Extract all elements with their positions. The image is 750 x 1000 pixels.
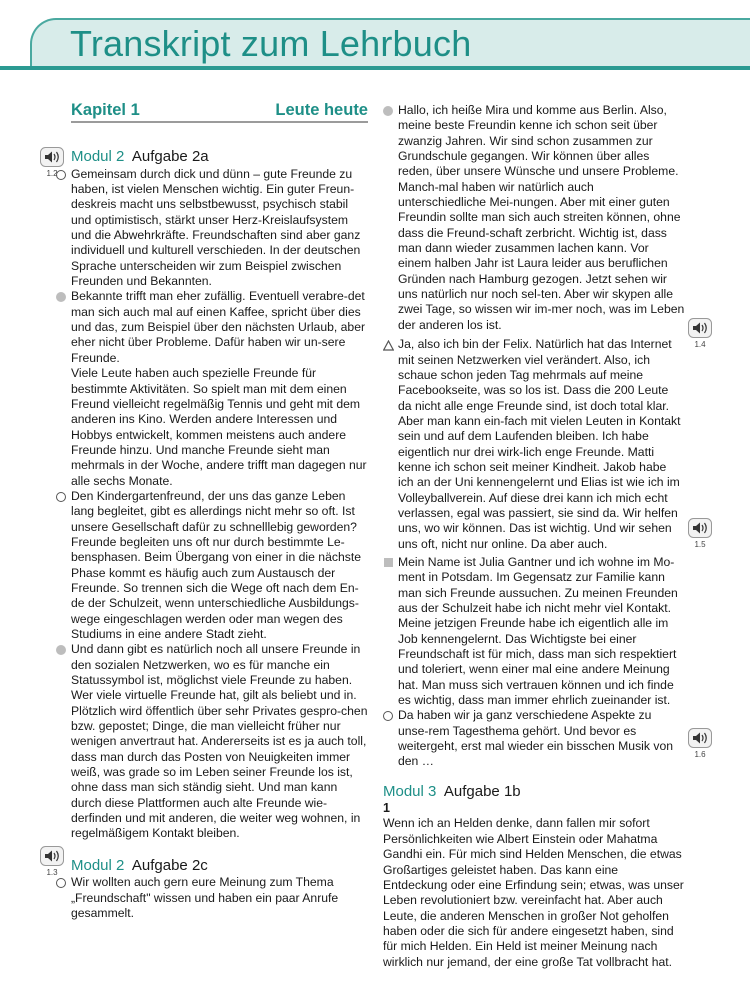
entry-text: Hallo, ich heiße Mira und komme aus Berlin. Also, meine beste Freundin kenne ich schon seit über zwanzig Jahren. Wir sind schon zusammen zur Grundschule gegangen. Wir können über alles reden, über unsere Wünsche und unsere Probleme. Manch-mal haben wir natürlich auch unterschiedliche Mei-nungen. Aber mit einer guten Freundin sollte man sich auch streiten können, ohne dass die Freund-schaft zerbricht. Wichtig ist, dass man dann wieder zusammen lachen kann. Vor einem halben Jahr ist Laura leider aus beruflichen Gründen nach Hamburg gezogen. Jetzt sehen wir uns natürlich nur noch sel-ten. Aber wir skypen alle zwei Tage, so wissen wir im-mer noch, was im Leben der anderen los ist. [398, 103, 685, 332]
speaker-square-icon [384, 558, 393, 567]
chapter-header [71, 103, 368, 123]
modul-label: Modul 2 [71, 856, 125, 874]
section-heading [71, 149, 368, 164]
audio-track-1-5-icon[interactable] [688, 518, 712, 538]
chapter-label: Kapitel 1 [71, 101, 140, 119]
entry-text: Da haben wir ja ganz verschiedene Aspekte zu unse-rem Tagesthema gehört. Und bevor es weitergeht, erst mal wieder ein bisschen Musik von den … [398, 708, 674, 769]
transcript-entry [383, 337, 685, 552]
section-heading [71, 858, 368, 873]
left-column [56, 103, 368, 921]
entry-text: Wir wollten auch gern eure Meinung zum Thema „Freundschaft" wissen und haben ein paar Anrufe gesammelt. [71, 875, 339, 920]
audio-track-number: 1.2 [46, 169, 58, 178]
aufgabe-label: Aufgabe 2a [131, 148, 209, 166]
right-column [383, 103, 685, 970]
transcript-entry [56, 167, 368, 290]
chapter-title: Leute heute [275, 101, 368, 119]
audio-track-number: 1.3 [46, 868, 58, 877]
audio-track-1-4-icon[interactable] [688, 318, 712, 338]
entry-text: Den Kindergartenfreund, der uns das ganze Leben lang begleitet, gibt es allerdings nicht mehr so oft. Ist unsere Gesellschaft dafür zu schnelllebig geworden? Freunde begleiten uns oft nur durch bestimmte Le-bensphasen. Beim Übergang von einer in die nächste Phase kommt es häufig auch zum Austausch der Freunde. So trennen sich die Wege oft nach dem En-de der Schulzeit, wenn unterschiedliche Ausbildungs-wege eingeschlagen werden oder man wegen des Studiums in eine andere Stadt zieht. [71, 488, 361, 641]
entry-text: Bekannte trifft man eher zufällig. Eventuell verabre-det man sich auch mal auf einen Kaffee, spricht über dies und das, zum Beispiel über den nächsten Urlaub, aber eher nicht über Probleme. Dafür haben wir un-sere Freunde. [71, 289, 366, 365]
speaker-dot-icon [56, 645, 66, 655]
entry-text: Gemeinsam durch dick und dünn – gute Freunde zu haben, ist vielen Menschen wichtig. Ein guter Freun-deskreis macht uns selbstbewusst, psychisch stabil und optimistisch, stärkt unser Herz-Kreislaufsystem und die Abwehrkräfte. Freundschaften sind aber ganz individuell und kulturell verschieden. In der deutschen Sprache unterscheiden wir zum Beispiel zwischen Freunden und Bekannten. [71, 166, 361, 289]
speaker-dot-icon [56, 292, 66, 302]
transcript-entry [56, 289, 368, 488]
entry-text: Wenn ich an Helden denke, dann fallen mir sofort Persönlichkeiten wie Albert Einstein oder Mahatma Gandhi ein. Für mich sind Helden Menschen, die etwas Großartiges geleistet haben. Das kann eine Entdeckung oder eine Erfindung sein; etwas, was unser Leben revolutioniert bzw. vereinfacht hat. Aber auch Leute, die anderen Menschen in großer Not geholfen haben oder die sich für andere eingesetzt haben, sind für mich Helden. Ein Held ist meiner Meinung nach wirklich nur jemand, der eine große Tat vollbracht hat. [383, 816, 684, 969]
item-number: 1 [383, 801, 390, 816]
speaker-circle-icon [383, 711, 393, 721]
transcript-entry [56, 642, 368, 841]
audio-track-number: 1.6 [694, 750, 706, 759]
transcript-entry [56, 875, 368, 921]
entry-text: Und dann gibt es natürlich noch all unsere Freunde in den sozialen Netzwerken, wo es für manche ein Statussymbol ist, möglichst viele Freunde zu haben. Wer viele virtuelle Freunde hat, gilt als beliebt und in. Plötzlich wird öffentlich über sehr Privates gespro-chen bzw. gepostet; Dinge, die man vielleicht früher nur wenigen anvertraut hat. Andererseits ist es ja auch toll, dass man durch das Posten von Neuigkeiten immer weiß, was grade so im Leben seiner Freunde los ist, ohne dass man sich ständig sieht. Und man kann durch diese Plattformen auch alte Freunde wie-derfinden und mit anderen, die weiter weg wohnen, in regelmäßigem Kontakt bleiben. [71, 642, 368, 841]
transcript-entry [383, 555, 685, 708]
transcript-entry [56, 489, 368, 642]
header-underline [0, 66, 750, 70]
speaker-circle-icon [56, 170, 66, 180]
transcript-entry [383, 103, 685, 333]
audio-track-number: 1.5 [694, 540, 706, 549]
audio-track-1-6-icon[interactable] [688, 728, 712, 748]
entry-text: Viele Leute haben auch spezielle Freunde für bestimmte Aktivitäten. So spielt man mit dem einen Freund vielleicht regelmäßig Tennis und geht mit dem anderen ins Kino. Werden andere Interessen und Hobbys entwickelt, kommen meistens auch andere Freunde hinzu. Und manche Freunde sieht man mehrmals in der Woche, andere trifft man dagegen nur alle sechs Monate. [71, 366, 367, 488]
modul-label: Modul 2 [71, 148, 125, 166]
audio-track-number: 1.4 [694, 340, 706, 349]
modul-label: Modul 3 [383, 782, 437, 800]
transcript-entry [383, 708, 685, 769]
page-title: Transkript zum Lehrbuch [70, 23, 472, 64]
section-heading [383, 784, 685, 799]
speaker-circle-icon [56, 878, 66, 888]
entry-text: Ja, also ich bin der Felix. Natürlich hat das Internet mit seinen Netzwerken viel verändert. Also, ich schaue schon jeden Tag mehrmals auf meine Facebookseite, was so los ist. Dass die 200 Leute da nicht alle enge Freunde sind, ist doch total klar. Aber man kann ein-fach mit vielen Leuten in Kontakt sein und auf dem Laufenden bleiben. Ich habe eigentlich nur drei wirk-lich enge Freunde. Matti kenne ich schon seit meiner Kindheit. Jakob habe ich an der Uni kennengelernt und Elias ist wie ich im Volleyballverein. Auf diese drei kann ich mich echt verlassen, egal was passiert, sie sind da. Wir helfen uns, wo wir können. Das ist wichtig. Und wir sehen uns oft, nicht nur online. Da aber auch. [398, 337, 681, 551]
speaker-dot-icon [383, 106, 393, 116]
aufgabe-label: Aufgabe 1b [443, 782, 521, 800]
aufgabe-label: Aufgabe 2c [131, 856, 208, 874]
speaker-circle-icon [56, 492, 66, 502]
entry-text: Mein Name ist Julia Gantner und ich wohne im Mo-ment in Potsdam. Im Gegensatz zur Familie kann man sich Freunde aussuchen. Zu meinen Freunden aus der Schulzeit habe ich nicht mehr viel Kontakt. Meine jetzigen Freunde habe ich eigentlich alle im Job kennengelernt. Das Wichtigste bei einer Freundschaft ist für mich, dass man sich respektiert und toleriert, wenn einer mal eine andere Meinung hat. Man muss sich vertrauen können und ich finde es wichtig, dass man immer ehrlich zueinander ist. [398, 554, 678, 708]
